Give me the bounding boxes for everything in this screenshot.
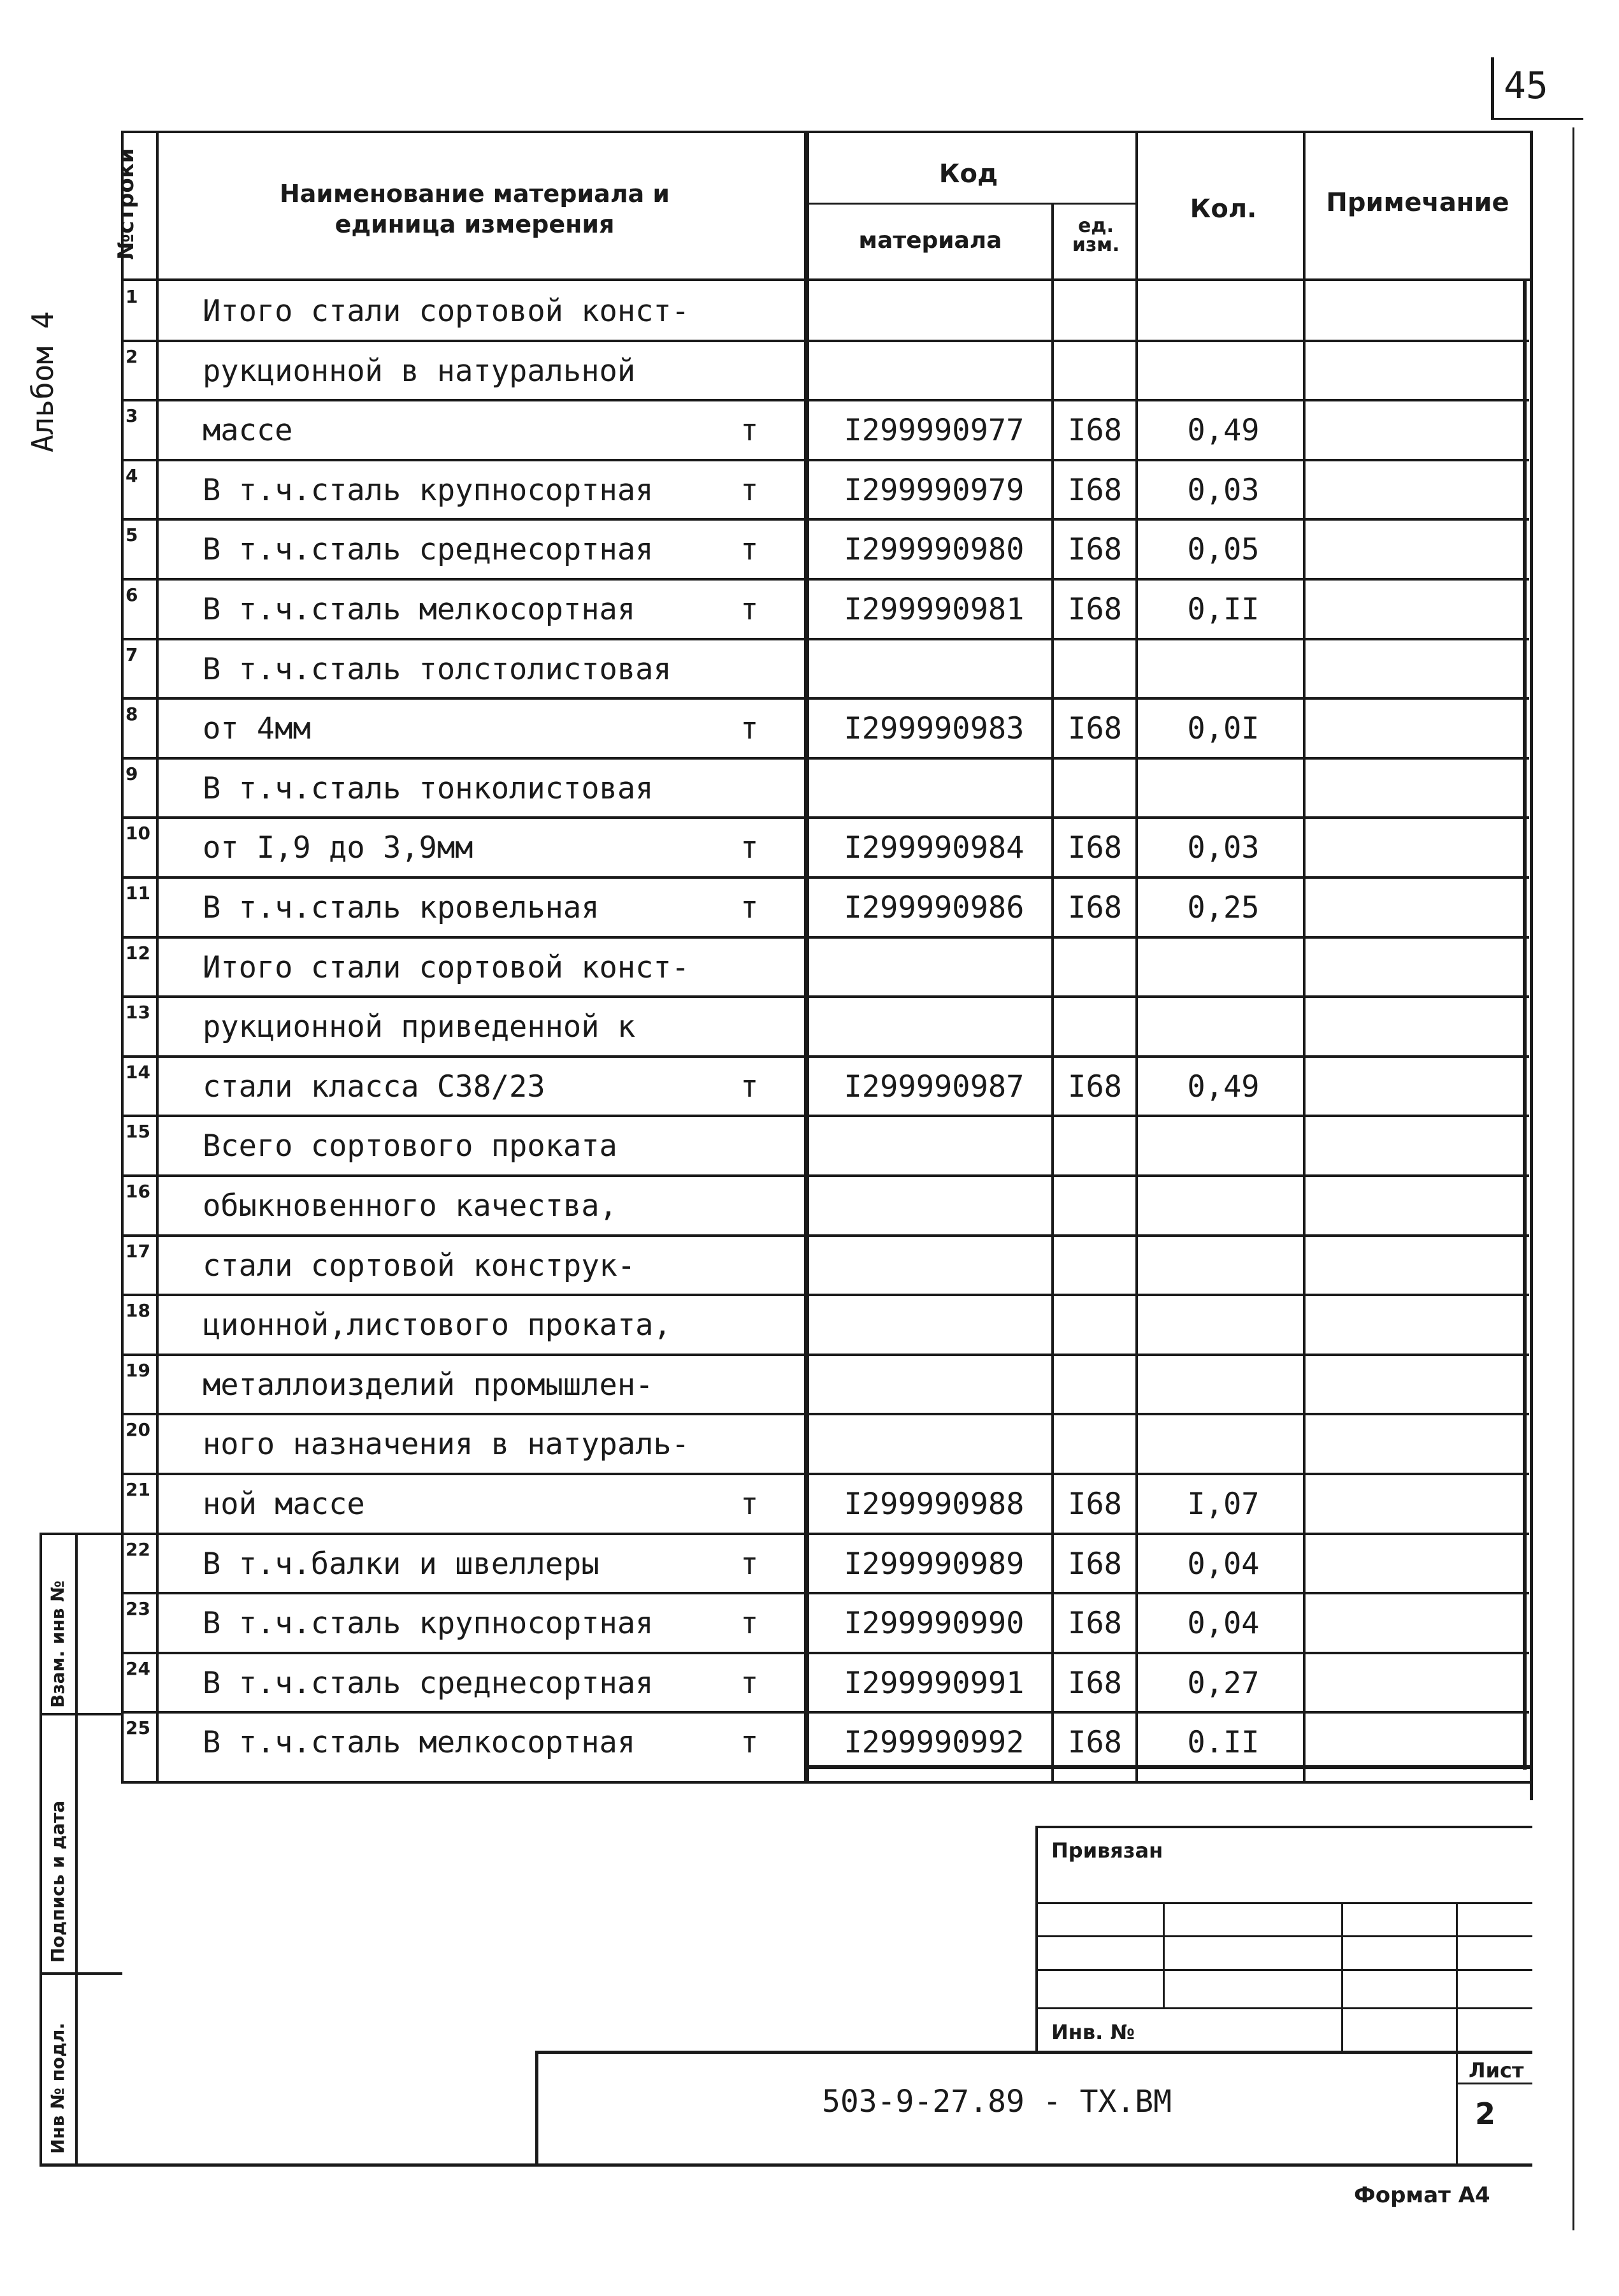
row-name: В т.ч.сталь мелкосортная — [203, 1725, 636, 1761]
row-unit-code: I68 — [1068, 1606, 1122, 1642]
stamp-grid-h3 — [1035, 1969, 1532, 1971]
stamp-bottom — [40, 2163, 1532, 2167]
row-quantity: I,07 — [1187, 1487, 1260, 1522]
row-quantity: 0,04 — [1187, 1606, 1260, 1642]
page-edge-right — [1572, 127, 1574, 2230]
row-quantity: 0,49 — [1187, 1069, 1260, 1104]
row-number: 20 — [126, 1419, 150, 1441]
row-unit-code: I68 — [1068, 1487, 1122, 1522]
row-number: 7 — [126, 644, 138, 665]
side-label-podpis: Подпись и дата — [47, 1800, 68, 1963]
row-name: В т.ч.сталь толстолистовая — [203, 651, 672, 687]
row-number: 16 — [126, 1181, 150, 1202]
table-border-right — [1530, 131, 1533, 1800]
row-divider — [121, 876, 1529, 879]
row-material-code: I299990983 — [844, 711, 1025, 747]
row-divider — [121, 995, 1529, 998]
side-label-inv-podl: Инв № подл. — [47, 2022, 68, 2154]
row-name: ной массе — [203, 1487, 365, 1522]
table-inner-bottom — [804, 1765, 1530, 1769]
row-divider — [121, 399, 1529, 401]
table-border-top — [121, 131, 1532, 133]
row-name: Всего сортового проката — [203, 1129, 617, 1164]
row-divider — [121, 1115, 1529, 1117]
album-label: Альбом 4 — [25, 311, 60, 452]
row-number: 25 — [126, 1717, 150, 1739]
row-name: от 4мм — [203, 711, 311, 747]
page-number: 45 — [1504, 64, 1548, 107]
row-name: рукционной приведенной к — [203, 1009, 636, 1045]
row-number: 24 — [126, 1657, 150, 1679]
row-unit: т — [740, 472, 759, 508]
row-number: 2 — [126, 345, 138, 367]
row-divider — [121, 1234, 1529, 1237]
header-code: Код — [939, 159, 998, 189]
page-number-bar — [1491, 57, 1494, 118]
row-unit: т — [740, 532, 759, 568]
row-divider — [121, 1055, 1529, 1058]
row-unit: т — [740, 1606, 759, 1642]
row-material-code: I299990989 — [844, 1546, 1025, 1582]
row-number: 18 — [126, 1300, 150, 1322]
header-unit — [1054, 217, 1137, 255]
row-number: 5 — [126, 524, 138, 546]
row-name: рукционной в натуральной — [203, 353, 636, 389]
row-number: 6 — [126, 584, 138, 605]
stamp-top — [121, 1781, 1532, 1784]
row-quantity: 0,27 — [1187, 1665, 1260, 1701]
page-number-underline — [1491, 118, 1583, 120]
row-unit: т — [740, 1487, 759, 1522]
row-divider — [121, 1354, 1529, 1356]
sheet-number: 2 — [1475, 2097, 1496, 2131]
row-material-code: I299990986 — [844, 890, 1025, 925]
row-divider — [121, 936, 1529, 939]
row-unit: т — [740, 890, 759, 925]
row-unit: т — [740, 413, 759, 449]
side-sep-2 — [40, 1713, 122, 1715]
row-name: от I,9 до 3,9мм — [203, 830, 473, 866]
row-name: В т.ч.сталь среднесортная — [203, 1665, 654, 1701]
stamp-inv-label: Инв. № — [1051, 2020, 1135, 2044]
row-number: 1 — [126, 286, 138, 307]
col-line-code — [1051, 203, 1054, 1781]
row-name: Итого стали сортовой конст- — [203, 949, 690, 985]
header-note: Примечание — [1326, 188, 1509, 217]
header-unit-line2: изм. — [1072, 234, 1120, 256]
row-divider — [121, 697, 1529, 700]
row-number: 17 — [126, 1240, 150, 1262]
stamp-bound-top — [1035, 1826, 1532, 1828]
side-column-right — [75, 1533, 78, 2167]
sheet-label: Лист — [1469, 2058, 1524, 2083]
row-unit: т — [740, 1725, 759, 1761]
side-sep-3 — [40, 1972, 122, 1975]
row-unit-code: I68 — [1068, 830, 1122, 866]
row-name: ционной,листового проката, — [203, 1308, 672, 1343]
row-number: 21 — [126, 1479, 150, 1500]
row-unit-code: I68 — [1068, 1546, 1122, 1582]
stamp-grid-h1 — [1035, 1902, 1532, 1904]
row-divider — [121, 459, 1529, 461]
row-divider — [121, 1652, 1529, 1654]
row-number: 4 — [126, 465, 138, 486]
stamp-main-left — [535, 2051, 538, 2165]
side-sep-1 — [40, 1533, 122, 1535]
row-name: В т.ч.сталь мелкосортная — [203, 592, 636, 627]
row-quantity: 0,04 — [1187, 1546, 1260, 1582]
header-code-divider — [804, 203, 1135, 205]
document-code: 503-9-27.89 - ТХ.ВМ — [822, 2084, 1172, 2119]
row-number: 9 — [126, 763, 138, 784]
stamp-grid-h4 — [1035, 2007, 1532, 2009]
row-name: В т.ч.балки и швеллеры — [203, 1546, 600, 1582]
row-unit-code: I68 — [1068, 413, 1122, 449]
row-divider — [121, 1413, 1529, 1415]
row-unit-code: I68 — [1068, 1725, 1122, 1761]
row-unit-code: I68 — [1068, 1665, 1122, 1701]
row-quantity: 0.II — [1187, 1725, 1260, 1761]
table-inner-right — [1523, 278, 1527, 1770]
row-number: 10 — [126, 823, 150, 844]
row-divider — [121, 340, 1529, 342]
stamp-main-top — [535, 2051, 1532, 2054]
row-name: В т.ч.сталь кровельная — [203, 890, 600, 925]
row-material-code: I299990991 — [844, 1665, 1025, 1701]
row-quantity: 0,0I — [1187, 711, 1260, 747]
row-material-code: I299990987 — [844, 1069, 1025, 1104]
header-name-line1: Наименование материала и — [279, 180, 670, 208]
format-label: Формат А4 — [1354, 2183, 1490, 2208]
row-material-code: I299990984 — [844, 830, 1025, 866]
row-name: Итого стали сортовой конст- — [203, 294, 690, 329]
row-divider — [121, 1294, 1529, 1296]
row-unit: т — [740, 1069, 759, 1104]
row-name: В т.ч.сталь тонколистовая — [203, 770, 654, 806]
row-divider — [121, 1533, 1529, 1535]
stamp-bound-left — [1035, 1826, 1038, 2052]
stamp-grid-v3 — [1456, 1902, 1458, 2163]
row-divider — [121, 1174, 1529, 1177]
row-name: стали сортовой конструк- — [203, 1248, 636, 1283]
row-unit: т — [740, 1546, 759, 1582]
side-column-left — [40, 1533, 42, 2167]
row-number: 13 — [126, 1002, 150, 1023]
row-divider — [121, 1473, 1529, 1475]
header-row-number: №строки — [113, 148, 139, 260]
row-unit-code: I68 — [1068, 532, 1122, 568]
row-name: В т.ч.сталь крупносортная — [203, 1606, 654, 1642]
side-label-vzam: Взам. инв № — [47, 1580, 68, 1708]
row-divider — [121, 1711, 1529, 1714]
row-material-code: I299990988 — [844, 1487, 1025, 1522]
header-name — [159, 178, 790, 240]
row-name: стали класса С38/23 — [203, 1069, 545, 1104]
row-number: 3 — [126, 405, 138, 427]
header-bottom — [121, 278, 1532, 281]
row-number: 15 — [126, 1121, 150, 1143]
row-divider — [121, 816, 1529, 819]
row-number: 12 — [126, 942, 150, 964]
row-name: массе — [203, 413, 293, 449]
row-number: 14 — [126, 1061, 150, 1083]
row-unit: т — [740, 711, 759, 747]
row-divider — [121, 638, 1529, 640]
row-quantity: 0,03 — [1187, 472, 1260, 508]
row-name: ного назначения в натураль- — [203, 1427, 690, 1462]
row-name: В т.ч.сталь среднесортная — [203, 532, 654, 568]
stamp-bound-label: Привязан — [1051, 1838, 1163, 1863]
row-divider — [121, 518, 1529, 521]
row-number: 19 — [126, 1359, 150, 1381]
header-name-line2: единица измерения — [335, 210, 615, 238]
row-material-code: I299990977 — [844, 413, 1025, 449]
row-quantity: 0,49 — [1187, 413, 1260, 449]
row-unit-code: I68 — [1068, 592, 1122, 627]
row-quantity: 0,II — [1187, 592, 1260, 627]
row-name: В т.ч.сталь крупносортная — [203, 472, 654, 508]
row-number: 11 — [126, 883, 150, 904]
row-unit-code: I68 — [1068, 472, 1122, 508]
stamp-grid-h2 — [1035, 1935, 1532, 1937]
row-unit: т — [740, 830, 759, 866]
stamp-grid-v1 — [1163, 1902, 1165, 2007]
row-divider — [121, 578, 1529, 581]
row-divider — [121, 1592, 1529, 1594]
stamp-grid-v2 — [1341, 1902, 1343, 2052]
header-unit-line1: ед. — [1078, 215, 1114, 237]
row-number: 8 — [126, 704, 138, 725]
row-material-code: I299990992 — [844, 1725, 1025, 1761]
row-unit-code: I68 — [1068, 711, 1122, 747]
row-quantity: 0,25 — [1187, 890, 1260, 925]
row-number: 23 — [126, 1598, 150, 1620]
row-material-code: I299990980 — [844, 532, 1025, 568]
row-material-code: I299990981 — [844, 592, 1025, 627]
row-unit: т — [740, 1665, 759, 1701]
header-material: материала — [858, 227, 1002, 254]
stamp-sheet-sep — [1456, 2083, 1532, 2084]
row-divider — [121, 757, 1529, 760]
row-unit-code: I68 — [1068, 890, 1122, 925]
row-material-code: I299990990 — [844, 1606, 1025, 1642]
row-quantity: 0,03 — [1187, 830, 1260, 866]
row-name: обыкновенного качества, — [203, 1188, 617, 1224]
header-quantity: Кол. — [1190, 194, 1257, 224]
row-number: 22 — [126, 1538, 150, 1560]
row-material-code: I299990979 — [844, 472, 1025, 508]
row-quantity: 0,05 — [1187, 532, 1260, 568]
row-name: металлоизделий промышлен- — [203, 1367, 654, 1403]
row-unit-code: I68 — [1068, 1069, 1122, 1104]
row-unit: т — [740, 592, 759, 627]
